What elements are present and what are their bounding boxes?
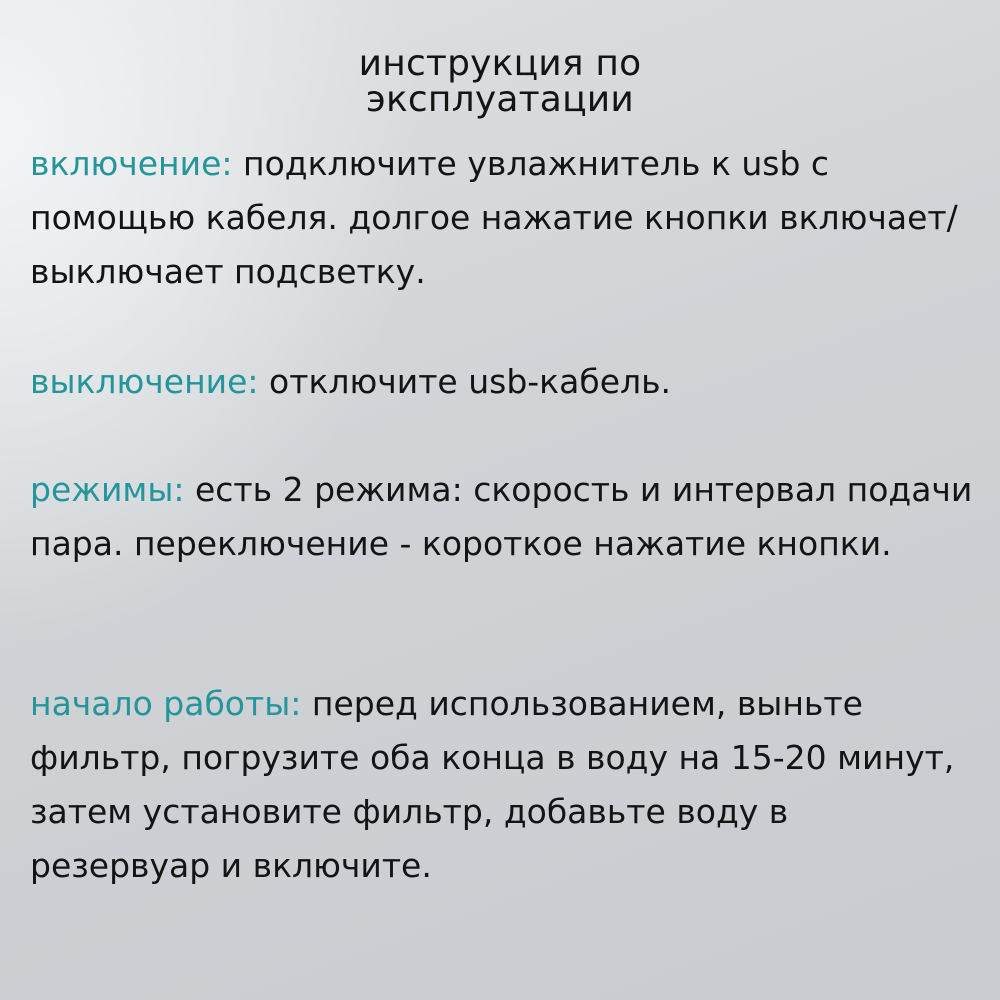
- section-text: подключите увлажнитель к usb с помощью кабеля. долгое нажатие кнопки включает/выключает подсветку.: [30, 144, 958, 291]
- section-text: отключите usb-кабель.: [269, 362, 672, 401]
- page-title-line-2: эксплуатации: [366, 79, 634, 120]
- page-title: [0, 43, 1000, 120]
- section-text: перед использованием, выньте фильтр, погрузите оба конца в воду на 15-20 минут, затем установите фильтр, добавьте воду в резервуар и включите.: [30, 684, 955, 885]
- section-modes: [30, 463, 975, 571]
- section-label: включение:: [30, 144, 243, 183]
- section-power-on: [30, 137, 975, 299]
- section-label: режимы:: [30, 470, 195, 509]
- section-label: выключение:: [30, 362, 270, 401]
- section-getting-started: [30, 677, 975, 893]
- section-text: есть 2 режима: скорость и интервал подачи пара. переключение - короткое нажатие кнопки.: [30, 470, 973, 563]
- section-label: начало работы:: [30, 684, 312, 723]
- page-title-line-1: инструкция по: [358, 43, 642, 84]
- section-power-off: [30, 355, 975, 409]
